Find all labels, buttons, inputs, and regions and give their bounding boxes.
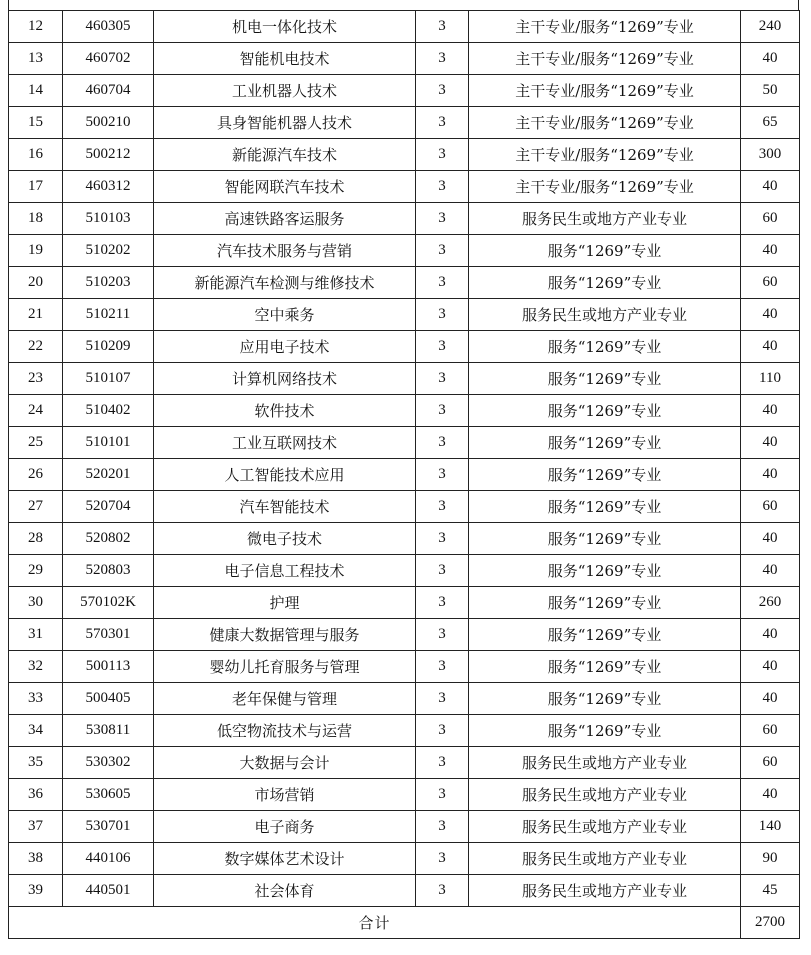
total-count: 2700	[741, 907, 800, 939]
cell-major-code: 510203	[63, 267, 154, 299]
cell-serial-number: 12	[9, 11, 63, 43]
table-row	[9, 331, 800, 363]
cell-study-years: 3	[416, 523, 469, 555]
cell-serial-number: 24	[9, 395, 63, 427]
cell-serial-number: 29	[9, 555, 63, 587]
cell-major-name: 高速铁路客运服务	[154, 203, 416, 235]
cell-major-code: 460704	[63, 75, 154, 107]
table-row	[9, 715, 800, 747]
cell-major-code: 520803	[63, 555, 154, 587]
cell-major-code: 520704	[63, 491, 154, 523]
cell-major-code: 520802	[63, 523, 154, 555]
table-row	[9, 459, 800, 491]
cell-enrollment-count: 240	[741, 11, 800, 43]
cell-major-code: 500210	[63, 107, 154, 139]
cell-major-name: 健康大数据管理与服务	[154, 619, 416, 651]
cell-major-category: 服务“1269”专业	[469, 491, 741, 523]
cell-major-code: 570102K	[63, 587, 154, 619]
cell-major-category: 服务“1269”专业	[469, 683, 741, 715]
cell-enrollment-count: 65	[741, 107, 800, 139]
cell-enrollment-count: 40	[741, 555, 800, 587]
cell-enrollment-count: 60	[741, 747, 800, 779]
cell-major-name: 具身智能机器人技术	[154, 107, 416, 139]
cell-enrollment-count: 50	[741, 75, 800, 107]
cell-serial-number: 34	[9, 715, 63, 747]
cell-serial-number: 32	[9, 651, 63, 683]
cell-major-name: 工业互联网技术	[154, 427, 416, 459]
cell-serial-number: 26	[9, 459, 63, 491]
cell-major-code: 570301	[63, 619, 154, 651]
cell-serial-number: 36	[9, 779, 63, 811]
cell-serial-number: 16	[9, 139, 63, 171]
table-body	[9, 11, 800, 907]
cell-major-name: 计算机网络技术	[154, 363, 416, 395]
cell-major-category: 服务民生或地方产业专业	[469, 299, 741, 331]
cell-major-name: 机电一体化技术	[154, 11, 416, 43]
cell-major-code: 530302	[63, 747, 154, 779]
cell-major-code: 500405	[63, 683, 154, 715]
table-row	[9, 267, 800, 299]
cell-major-category: 主干专业/服务“1269”专业	[469, 107, 741, 139]
cell-study-years: 3	[416, 683, 469, 715]
cell-major-name: 婴幼儿托育服务与管理	[154, 651, 416, 683]
cell-major-name: 应用电子技术	[154, 331, 416, 363]
table-row	[9, 427, 800, 459]
cell-serial-number: 21	[9, 299, 63, 331]
cell-major-category: 服务“1269”专业	[469, 715, 741, 747]
table-row	[9, 171, 800, 203]
cell-enrollment-count: 40	[741, 619, 800, 651]
cell-major-category: 服务“1269”专业	[469, 267, 741, 299]
cell-major-code: 440501	[63, 875, 154, 907]
cell-study-years: 3	[416, 75, 469, 107]
cell-major-name: 新能源汽车检测与维修技术	[154, 267, 416, 299]
table-row	[9, 75, 800, 107]
cell-study-years: 3	[416, 715, 469, 747]
cell-enrollment-count: 40	[741, 43, 800, 75]
cell-major-name: 汽车技术服务与营销	[154, 235, 416, 267]
cell-study-years: 3	[416, 459, 469, 491]
cell-enrollment-count: 40	[741, 459, 800, 491]
cell-major-code: 530811	[63, 715, 154, 747]
cell-serial-number: 23	[9, 363, 63, 395]
cell-enrollment-count: 40	[741, 427, 800, 459]
table-row	[9, 235, 800, 267]
cell-enrollment-count: 60	[741, 491, 800, 523]
cell-major-name: 智能网联汽车技术	[154, 171, 416, 203]
cell-enrollment-count: 40	[741, 651, 800, 683]
table-row	[9, 683, 800, 715]
table-row	[9, 299, 800, 331]
cell-major-category: 服务民生或地方产业专业	[469, 843, 741, 875]
cell-major-category: 服务“1269”专业	[469, 331, 741, 363]
cell-study-years: 3	[416, 555, 469, 587]
cell-study-years: 3	[416, 395, 469, 427]
cell-major-category: 主干专业/服务“1269”专业	[469, 75, 741, 107]
cell-major-name: 微电子技术	[154, 523, 416, 555]
cell-enrollment-count: 40	[741, 331, 800, 363]
table-row	[9, 107, 800, 139]
cell-study-years: 3	[416, 267, 469, 299]
cell-major-name: 人工智能技术应用	[154, 459, 416, 491]
total-row	[9, 907, 800, 939]
cell-major-name: 汽车智能技术	[154, 491, 416, 523]
table-row	[9, 363, 800, 395]
enrollment-table-container	[8, 10, 800, 939]
cell-serial-number: 22	[9, 331, 63, 363]
cell-study-years: 3	[416, 651, 469, 683]
cell-study-years: 3	[416, 587, 469, 619]
cell-major-name: 新能源汽车技术	[154, 139, 416, 171]
table-row	[9, 43, 800, 75]
table-row	[9, 203, 800, 235]
cell-major-code: 510211	[63, 299, 154, 331]
cell-major-name: 空中乘务	[154, 299, 416, 331]
cell-enrollment-count: 40	[741, 683, 800, 715]
cell-enrollment-count: 40	[741, 395, 800, 427]
cell-major-code: 460702	[63, 43, 154, 75]
cell-major-name: 智能机电技术	[154, 43, 416, 75]
cell-study-years: 3	[416, 11, 469, 43]
cell-study-years: 3	[416, 427, 469, 459]
cell-serial-number: 39	[9, 875, 63, 907]
cell-major-category: 服务“1269”专业	[469, 651, 741, 683]
cell-major-name: 老年保健与管理	[154, 683, 416, 715]
cell-study-years: 3	[416, 203, 469, 235]
cell-major-code: 510209	[63, 331, 154, 363]
cell-enrollment-count: 40	[741, 779, 800, 811]
cell-major-category: 主干专业/服务“1269”专业	[469, 11, 741, 43]
cell-major-category: 主干专业/服务“1269”专业	[469, 139, 741, 171]
cell-serial-number: 17	[9, 171, 63, 203]
cell-major-category: 服务“1269”专业	[469, 459, 741, 491]
cell-major-category: 服务“1269”专业	[469, 235, 741, 267]
cell-serial-number: 37	[9, 811, 63, 843]
cell-study-years: 3	[416, 331, 469, 363]
cell-major-name: 社会体育	[154, 875, 416, 907]
table-row	[9, 523, 800, 555]
cell-major-code: 530605	[63, 779, 154, 811]
cell-major-code: 510402	[63, 395, 154, 427]
cell-major-code: 440106	[63, 843, 154, 875]
cell-enrollment-count: 60	[741, 715, 800, 747]
cell-serial-number: 13	[9, 43, 63, 75]
cell-study-years: 3	[416, 843, 469, 875]
table-row	[9, 779, 800, 811]
cell-serial-number: 35	[9, 747, 63, 779]
cell-major-code: 510103	[63, 203, 154, 235]
cell-major-category: 服务“1269”专业	[469, 363, 741, 395]
table-row	[9, 875, 800, 907]
cell-major-code: 510202	[63, 235, 154, 267]
table-row	[9, 811, 800, 843]
cell-study-years: 3	[416, 299, 469, 331]
cell-enrollment-count: 40	[741, 235, 800, 267]
cell-major-name: 数字媒体艺术设计	[154, 843, 416, 875]
table-row	[9, 491, 800, 523]
cell-major-name: 护理	[154, 587, 416, 619]
cell-major-name: 大数据与会计	[154, 747, 416, 779]
table-row	[9, 651, 800, 683]
cell-major-category: 服务“1269”专业	[469, 619, 741, 651]
cell-study-years: 3	[416, 171, 469, 203]
table-row	[9, 843, 800, 875]
cell-study-years: 3	[416, 619, 469, 651]
cell-serial-number: 25	[9, 427, 63, 459]
cell-major-category: 服务民生或地方产业专业	[469, 747, 741, 779]
cell-serial-number: 33	[9, 683, 63, 715]
cell-serial-number: 27	[9, 491, 63, 523]
cell-enrollment-count: 40	[741, 523, 800, 555]
cell-study-years: 3	[416, 139, 469, 171]
cell-serial-number: 18	[9, 203, 63, 235]
cell-serial-number: 28	[9, 523, 63, 555]
cell-enrollment-count: 60	[741, 267, 800, 299]
cell-major-code: 510107	[63, 363, 154, 395]
cell-serial-number: 31	[9, 619, 63, 651]
cell-study-years: 3	[416, 107, 469, 139]
table-row	[9, 139, 800, 171]
table-row	[9, 619, 800, 651]
cell-major-name: 电子信息工程技术	[154, 555, 416, 587]
cell-major-name: 市场营销	[154, 779, 416, 811]
cell-study-years: 3	[416, 779, 469, 811]
table-top-edge	[8, 0, 799, 10]
cell-major-name: 低空物流技术与运营	[154, 715, 416, 747]
cell-study-years: 3	[416, 43, 469, 75]
table-row	[9, 395, 800, 427]
table-row	[9, 747, 800, 779]
cell-major-category: 服务民生或地方产业专业	[469, 811, 741, 843]
table-row	[9, 555, 800, 587]
cell-enrollment-count: 90	[741, 843, 800, 875]
cell-enrollment-count: 45	[741, 875, 800, 907]
cell-enrollment-count: 140	[741, 811, 800, 843]
table-row	[9, 587, 800, 619]
cell-major-category: 服务民生或地方产业专业	[469, 203, 741, 235]
cell-serial-number: 14	[9, 75, 63, 107]
cell-major-code: 520201	[63, 459, 154, 491]
cell-enrollment-count: 300	[741, 139, 800, 171]
cell-study-years: 3	[416, 747, 469, 779]
total-label: 合计	[9, 907, 741, 939]
cell-major-category: 服务“1269”专业	[469, 395, 741, 427]
cell-study-years: 3	[416, 875, 469, 907]
cell-study-years: 3	[416, 363, 469, 395]
cell-serial-number: 20	[9, 267, 63, 299]
cell-major-code: 500113	[63, 651, 154, 683]
cell-major-category: 服务民生或地方产业专业	[469, 875, 741, 907]
cell-major-code: 530701	[63, 811, 154, 843]
cell-major-code: 500212	[63, 139, 154, 171]
cell-major-category: 服务民生或地方产业专业	[469, 779, 741, 811]
cell-enrollment-count: 260	[741, 587, 800, 619]
cell-study-years: 3	[416, 491, 469, 523]
cell-serial-number: 19	[9, 235, 63, 267]
cell-enrollment-count: 110	[741, 363, 800, 395]
table-row	[9, 11, 800, 43]
cell-major-category: 主干专业/服务“1269”专业	[469, 171, 741, 203]
cell-major-category: 主干专业/服务“1269”专业	[469, 43, 741, 75]
cell-enrollment-count: 40	[741, 171, 800, 203]
cell-major-code: 460312	[63, 171, 154, 203]
cell-major-category: 服务“1269”专业	[469, 587, 741, 619]
enrollment-table	[8, 10, 800, 939]
cell-major-code: 510101	[63, 427, 154, 459]
cell-major-category: 服务“1269”专业	[469, 555, 741, 587]
cell-serial-number: 38	[9, 843, 63, 875]
cell-serial-number: 30	[9, 587, 63, 619]
cell-study-years: 3	[416, 811, 469, 843]
cell-study-years: 3	[416, 235, 469, 267]
cell-major-name: 电子商务	[154, 811, 416, 843]
cell-major-name: 软件技术	[154, 395, 416, 427]
cell-major-name: 工业机器人技术	[154, 75, 416, 107]
cell-serial-number: 15	[9, 107, 63, 139]
cell-enrollment-count: 40	[741, 299, 800, 331]
cell-enrollment-count: 60	[741, 203, 800, 235]
cell-major-category: 服务“1269”专业	[469, 427, 741, 459]
cell-major-category: 服务“1269”专业	[469, 523, 741, 555]
table-footer	[9, 907, 800, 939]
cell-major-code: 460305	[63, 11, 154, 43]
